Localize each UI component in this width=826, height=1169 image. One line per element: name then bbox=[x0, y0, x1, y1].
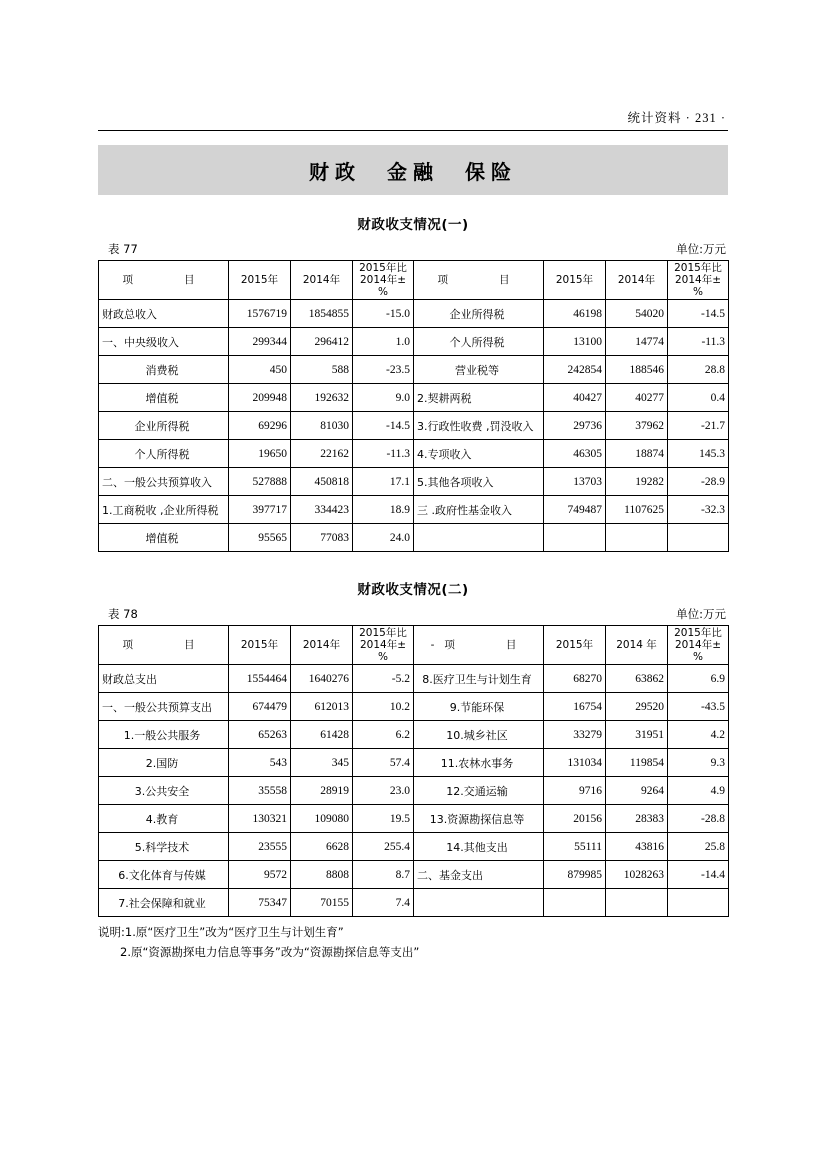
row-item-label bbox=[414, 524, 544, 552]
row-item-label: 7.社会保障和就业 bbox=[99, 889, 229, 917]
row-item-label: 2.国防 bbox=[99, 749, 229, 777]
table77-th-2014-left: 2014年 bbox=[291, 261, 353, 300]
table-row bbox=[99, 749, 729, 777]
table77-th-item-right: 项 目 bbox=[414, 261, 544, 300]
row-item-label: 1.工商税收 ,企业所得税 bbox=[99, 496, 229, 524]
table-row bbox=[99, 440, 729, 468]
row-value-2014 bbox=[606, 889, 668, 917]
row-item-label: 消费税 bbox=[99, 356, 229, 384]
row-value-pct: -14.5 bbox=[668, 300, 729, 328]
table-row bbox=[99, 412, 729, 440]
table-row bbox=[99, 861, 729, 889]
row-value-2015: 9572 bbox=[229, 861, 291, 889]
row-value-2014: 40277 bbox=[606, 384, 668, 412]
row-value-2015: 20156 bbox=[544, 805, 606, 833]
table-row bbox=[99, 524, 729, 552]
row-item-label: 三 .政府性基金收入 bbox=[414, 496, 544, 524]
table78-th-2014-left: 2014年 bbox=[291, 626, 353, 665]
row-value-2015: 33279 bbox=[544, 721, 606, 749]
section-title: 财政 金融 保险 bbox=[309, 159, 517, 184]
row-value-pct: -14.4 bbox=[668, 861, 729, 889]
row-value-2015: 13703 bbox=[544, 468, 606, 496]
row-value-2015: 13100 bbox=[544, 328, 606, 356]
row-value-pct: -21.7 bbox=[668, 412, 729, 440]
note-line-1: 说明:1.原“医疗卫生”改为“医疗卫生与计划生育” bbox=[98, 925, 344, 939]
row-value-2015: 242854 bbox=[544, 356, 606, 384]
row-item-label: 13.资源勘探信息等 bbox=[414, 805, 544, 833]
row-item-label: 3.行政性收费 ,罚没收入 bbox=[414, 412, 544, 440]
row-value-pct: 6.9 bbox=[668, 665, 729, 693]
table-row bbox=[99, 496, 729, 524]
row-value-2014: 192632 bbox=[291, 384, 353, 412]
row-value-2014: 119854 bbox=[606, 749, 668, 777]
row-value-2014: 1107625 bbox=[606, 496, 668, 524]
table78-header-row bbox=[99, 626, 729, 665]
row-value-2014: 18874 bbox=[606, 440, 668, 468]
row-value-2014: 77083 bbox=[291, 524, 353, 552]
table77-th-2015-left: 2015年 bbox=[229, 261, 291, 300]
row-value-2015: 749487 bbox=[544, 496, 606, 524]
section-banner bbox=[98, 145, 728, 195]
row-item-label: 5.科学技术 bbox=[99, 833, 229, 861]
row-value-2014: 188546 bbox=[606, 356, 668, 384]
table77-header-row bbox=[99, 261, 729, 300]
table-row bbox=[99, 693, 729, 721]
row-item-label: 12.交通运输 bbox=[414, 777, 544, 805]
table77-th-2015-right: 2015年 bbox=[544, 261, 606, 300]
row-value-2014: 612013 bbox=[291, 693, 353, 721]
row-value-2014: 345 bbox=[291, 749, 353, 777]
row-item-label: 营业税等 bbox=[414, 356, 544, 384]
row-value-2015: 450 bbox=[229, 356, 291, 384]
row-value-2014: 1640276 bbox=[291, 665, 353, 693]
table-row bbox=[99, 889, 729, 917]
row-item-label: 增值税 bbox=[99, 384, 229, 412]
table77-th-2014-right: 2014年 bbox=[606, 261, 668, 300]
row-value-2014: 31951 bbox=[606, 721, 668, 749]
row-value-2015: 674479 bbox=[229, 693, 291, 721]
row-value-2015: 1576719 bbox=[229, 300, 291, 328]
row-value-pct: -43.5 bbox=[668, 693, 729, 721]
row-value-2015: 543 bbox=[229, 749, 291, 777]
row-item-label: 4.专项收入 bbox=[414, 440, 544, 468]
row-value-2014: 296412 bbox=[291, 328, 353, 356]
row-value-2014: 8808 bbox=[291, 861, 353, 889]
row-item-label: 财政总收入 bbox=[99, 300, 229, 328]
table-row bbox=[99, 384, 729, 412]
row-value-2015: 131034 bbox=[544, 749, 606, 777]
page-header bbox=[98, 108, 728, 126]
row-value-pct: -11.3 bbox=[353, 440, 414, 468]
row-item-label: 二、基金支出 bbox=[414, 861, 544, 889]
table-row bbox=[99, 777, 729, 805]
row-value-pct: -14.5 bbox=[353, 412, 414, 440]
table77-th-pct-left: 2015年比 2014年±% bbox=[353, 261, 414, 300]
row-value-2014: 109080 bbox=[291, 805, 353, 833]
row-value-2014 bbox=[606, 524, 668, 552]
row-item-label: 8.医疗卫生与计划生育 bbox=[414, 665, 544, 693]
row-value-2015: 397717 bbox=[229, 496, 291, 524]
table-row bbox=[99, 665, 729, 693]
row-value-2014: 6628 bbox=[291, 833, 353, 861]
row-value-pct: 145.3 bbox=[668, 440, 729, 468]
row-value-2015: 46198 bbox=[544, 300, 606, 328]
row-value-2015: 69296 bbox=[229, 412, 291, 440]
row-value-2015 bbox=[544, 524, 606, 552]
row-value-pct: -23.5 bbox=[353, 356, 414, 384]
header-label: 统计资料 bbox=[627, 111, 682, 125]
row-item-label: 个人所得税 bbox=[414, 328, 544, 356]
row-item-label: 1.一般公共服务 bbox=[99, 721, 229, 749]
row-value-pct: 4.9 bbox=[668, 777, 729, 805]
row-value-2015: 95565 bbox=[229, 524, 291, 552]
row-value-2015: 65263 bbox=[229, 721, 291, 749]
table77-meta bbox=[98, 241, 728, 257]
row-value-2015: 46305 bbox=[544, 440, 606, 468]
row-value-pct: 23.0 bbox=[353, 777, 414, 805]
row-value-pct: 4.2 bbox=[668, 721, 729, 749]
table78-meta bbox=[98, 606, 728, 622]
row-value-2015: 40427 bbox=[544, 384, 606, 412]
row-value-2014: 9264 bbox=[606, 777, 668, 805]
row-value-2014: 63862 bbox=[606, 665, 668, 693]
row-value-2014: 54020 bbox=[606, 300, 668, 328]
row-item-label: 10.城乡社区 bbox=[414, 721, 544, 749]
row-value-2014: 19282 bbox=[606, 468, 668, 496]
table78-title: 财政收支情况(二) bbox=[357, 582, 469, 598]
row-value-2014: 28383 bbox=[606, 805, 668, 833]
row-value-2014: 22162 bbox=[291, 440, 353, 468]
page-content bbox=[98, 108, 728, 962]
row-value-pct: 28.8 bbox=[668, 356, 729, 384]
row-value-2015: 19650 bbox=[229, 440, 291, 468]
row-item-label: 11.农林水事务 bbox=[414, 749, 544, 777]
row-value-pct: 0.4 bbox=[668, 384, 729, 412]
row-value-2014: 70155 bbox=[291, 889, 353, 917]
table78-number: 表 78 bbox=[108, 607, 138, 621]
row-value-2015: 75347 bbox=[229, 889, 291, 917]
row-value-2014: 334423 bbox=[291, 496, 353, 524]
row-value-2015: 299344 bbox=[229, 328, 291, 356]
row-value-2014: 28919 bbox=[291, 777, 353, 805]
row-value-2015: 29736 bbox=[544, 412, 606, 440]
table78-th-item-right: -项 目 bbox=[414, 626, 544, 665]
note-line-2: 2.原“资源勘探电力信息等事务”改为“资源勘探信息等支出” bbox=[120, 944, 420, 959]
row-value-2015: 209948 bbox=[229, 384, 291, 412]
row-value-2015: 130321 bbox=[229, 805, 291, 833]
row-value-2015 bbox=[544, 889, 606, 917]
row-value-pct: 24.0 bbox=[353, 524, 414, 552]
row-item-label: 14.其他支出 bbox=[414, 833, 544, 861]
row-value-2014: 588 bbox=[291, 356, 353, 384]
row-value-pct: 18.9 bbox=[353, 496, 414, 524]
row-item-label: 增值税 bbox=[99, 524, 229, 552]
row-value-pct: -5.2 bbox=[353, 665, 414, 693]
row-value-2014: 81030 bbox=[291, 412, 353, 440]
row-value-2014: 14774 bbox=[606, 328, 668, 356]
row-value-pct: 10.2 bbox=[353, 693, 414, 721]
row-item-label: 一、一般公共预算支出 bbox=[99, 693, 229, 721]
row-item-label: 6.文化体育与传媒 bbox=[99, 861, 229, 889]
table77-title: 财政收支情况(一) bbox=[357, 217, 469, 233]
row-value-2014: 29520 bbox=[606, 693, 668, 721]
table78-th-item-left: 项 目 bbox=[99, 626, 229, 665]
row-value-2015: 16754 bbox=[544, 693, 606, 721]
row-value-2014: 61428 bbox=[291, 721, 353, 749]
row-value-pct: -28.9 bbox=[668, 468, 729, 496]
table78-th-pct-left: 2015年比 2014年±% bbox=[353, 626, 414, 665]
row-value-2015: 68270 bbox=[544, 665, 606, 693]
row-value-pct: 9.3 bbox=[668, 749, 729, 777]
row-value-2015: 35558 bbox=[229, 777, 291, 805]
row-value-pct: 25.8 bbox=[668, 833, 729, 861]
table77-th-item-left: 项 目 bbox=[99, 261, 229, 300]
table77 bbox=[98, 260, 729, 552]
row-value-pct: -28.8 bbox=[668, 805, 729, 833]
table-row bbox=[99, 721, 729, 749]
row-item-label: 财政总支出 bbox=[99, 665, 229, 693]
row-value-pct: 7.4 bbox=[353, 889, 414, 917]
table77-number: 表 77 bbox=[108, 242, 138, 256]
row-item-label: 企业所得税 bbox=[99, 412, 229, 440]
row-value-2014: 37962 bbox=[606, 412, 668, 440]
row-item-label: 个人所得税 bbox=[99, 440, 229, 468]
row-value-pct: -32.3 bbox=[668, 496, 729, 524]
row-value-2014: 450818 bbox=[291, 468, 353, 496]
row-value-pct: 17.1 bbox=[353, 468, 414, 496]
row-value-2015: 527888 bbox=[229, 468, 291, 496]
row-value-pct: -15.0 bbox=[353, 300, 414, 328]
table-row bbox=[99, 300, 729, 328]
table78-th-2015-left: 2015年 bbox=[229, 626, 291, 665]
table-row bbox=[99, 833, 729, 861]
row-item-label: 5.其他各项收入 bbox=[414, 468, 544, 496]
header-dot-left: · bbox=[685, 111, 691, 125]
header-rule bbox=[98, 130, 728, 131]
table78-notes bbox=[98, 923, 728, 962]
row-value-2015: 1554464 bbox=[229, 665, 291, 693]
header-dot-right: · bbox=[720, 111, 726, 125]
row-value-pct bbox=[668, 524, 729, 552]
table78 bbox=[98, 625, 729, 917]
row-value-pct: 255.4 bbox=[353, 833, 414, 861]
table78-th-pct-right: 2015年比 2014年±% bbox=[668, 626, 729, 665]
row-value-pct: 57.4 bbox=[353, 749, 414, 777]
table78-th-2014-right: 2014 年 bbox=[606, 626, 668, 665]
table-row bbox=[99, 356, 729, 384]
row-item-label: 一、中央级收入 bbox=[99, 328, 229, 356]
row-value-pct bbox=[668, 889, 729, 917]
row-item-label: 企业所得税 bbox=[414, 300, 544, 328]
row-value-pct: 8.7 bbox=[353, 861, 414, 889]
row-item-label: 9.节能环保 bbox=[414, 693, 544, 721]
row-item-label: 二、一般公共预算收入 bbox=[99, 468, 229, 496]
table78-th-2015-right: 2015年 bbox=[544, 626, 606, 665]
table-row bbox=[99, 468, 729, 496]
row-value-2015: 23555 bbox=[229, 833, 291, 861]
table77-unit: 单位:万元 bbox=[676, 242, 726, 256]
row-value-2015: 55111 bbox=[544, 833, 606, 861]
row-value-2015: 9716 bbox=[544, 777, 606, 805]
table-row bbox=[99, 805, 729, 833]
row-item-label: 2.契耕两税 bbox=[414, 384, 544, 412]
row-value-pct: 1.0 bbox=[353, 328, 414, 356]
row-value-2014: 1854855 bbox=[291, 300, 353, 328]
row-value-pct: 19.5 bbox=[353, 805, 414, 833]
row-value-pct: 9.0 bbox=[353, 384, 414, 412]
table77-th-pct-right: 2015年比 2014年±% bbox=[668, 261, 729, 300]
row-item-label bbox=[414, 889, 544, 917]
row-value-2014: 1028263 bbox=[606, 861, 668, 889]
row-value-pct: -11.3 bbox=[668, 328, 729, 356]
table-row bbox=[99, 328, 729, 356]
row-value-2014: 43816 bbox=[606, 833, 668, 861]
page-number: 231 bbox=[694, 111, 717, 125]
row-value-2015: 879985 bbox=[544, 861, 606, 889]
row-value-pct: 6.2 bbox=[353, 721, 414, 749]
row-item-label: 3.公共安全 bbox=[99, 777, 229, 805]
table78-unit: 单位:万元 bbox=[676, 607, 726, 621]
row-item-label: 4.教育 bbox=[99, 805, 229, 833]
